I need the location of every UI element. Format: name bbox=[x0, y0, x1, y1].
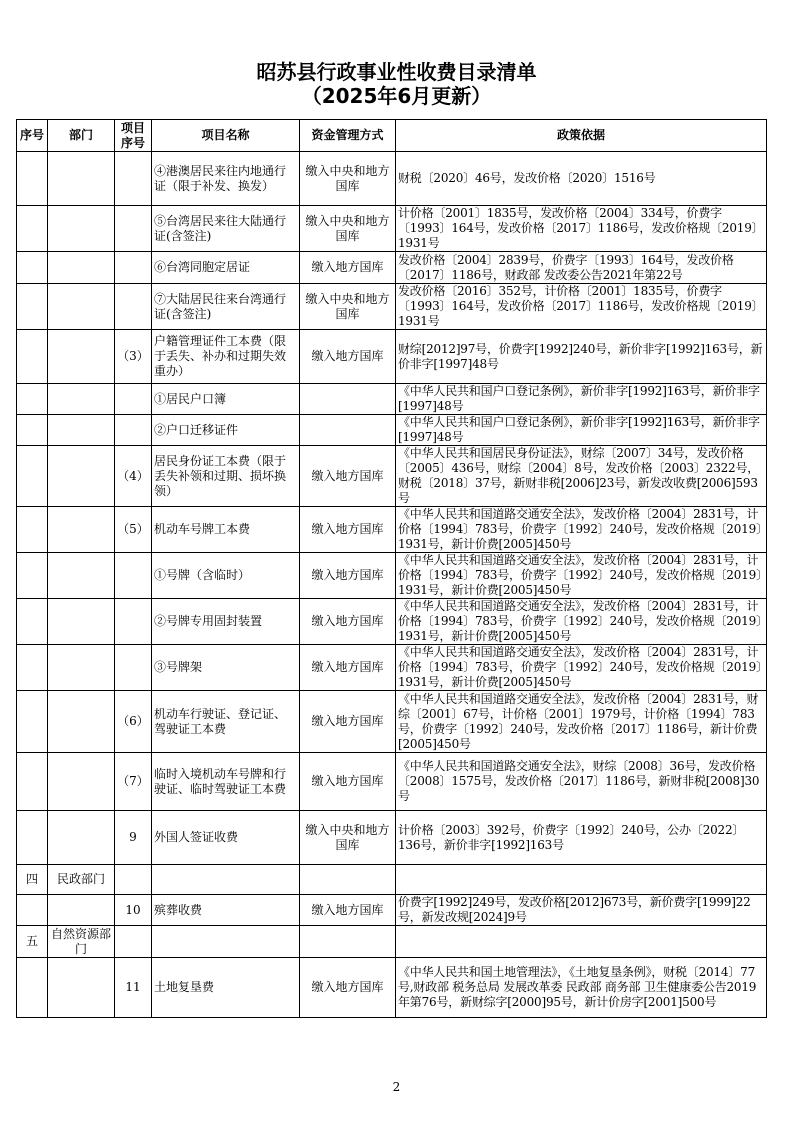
document-subtitle: （2025年6月更新） bbox=[301, 84, 492, 108]
cell-fund-mgmt: 缴入地方国库 bbox=[300, 895, 396, 926]
cell-item-name: ④港澳居民来往内地通行证（限于补发、换发） bbox=[152, 152, 300, 206]
cell-item-name: 殡葬收费 bbox=[152, 895, 300, 926]
cell-dept: 民政部门 bbox=[48, 865, 115, 895]
cell-seq bbox=[17, 152, 48, 206]
table-row bbox=[17, 330, 767, 384]
cell-dept bbox=[48, 599, 115, 645]
cell-dept bbox=[48, 553, 115, 599]
header-fund-mgmt: 资金管理方式 bbox=[300, 120, 396, 152]
cell-fund-mgmt: 缴入地方国库 bbox=[300, 252, 396, 284]
cell-policy: 《中华人民共和国道路交通安全法》，发改价格〔2004〕2831号，计价格〔1994〕783号，价费字〔1992〕240号，发改价格规〔2019〕1931号，新计价费[2005]450号 bbox=[396, 599, 767, 645]
table-row bbox=[17, 811, 767, 865]
table-row bbox=[17, 284, 767, 330]
cell-fund-mgmt: 缴入地方国库 bbox=[300, 599, 396, 645]
cell-item-name: ①号牌（含临时） bbox=[152, 553, 300, 599]
table-row bbox=[17, 865, 767, 895]
cell-policy: 财税〔2020〕46号，发改价格〔2020〕1516号 bbox=[396, 152, 767, 206]
cell-item-seq: （5） bbox=[115, 507, 152, 553]
cell-policy bbox=[396, 865, 767, 895]
cell-policy: 《中华人民共和国土地管理法》，《土地复垦条例》，财税〔2014〕77号,财政部 税务总局 发展改革委 民政部 商务部 卫生健康委公告2019年第76号，新财综字[2000]95号，新计价房字[2001]500号 bbox=[396, 958, 767, 1018]
cell-item-name: 机动车号牌工本费 bbox=[152, 507, 300, 553]
cell-item-name: ⑦大陆居民往来台湾通行证(含签注) bbox=[152, 284, 300, 330]
cell-policy: 《中华人民共和国道路交通安全法》，财综〔2008〕36号，发改价格〔2008〕1575号，发改价格〔2017〕1186号，新财非税[2008]30号 bbox=[396, 753, 767, 811]
table-row bbox=[17, 252, 767, 284]
cell-item-seq bbox=[115, 284, 152, 330]
cell-dept bbox=[48, 284, 115, 330]
table-row bbox=[17, 507, 767, 553]
cell-dept bbox=[48, 958, 115, 1018]
header-seq: 序号 bbox=[17, 120, 48, 152]
header-policy: 政策依据 bbox=[396, 120, 767, 152]
cell-seq: 四 bbox=[17, 865, 48, 895]
cell-dept bbox=[48, 691, 115, 753]
page-number: 2 bbox=[392, 1080, 401, 1094]
cell-item-seq bbox=[115, 926, 152, 958]
cell-item-seq bbox=[115, 599, 152, 645]
cell-seq: 五 bbox=[17, 926, 48, 958]
cell-dept bbox=[48, 415, 115, 446]
cell-seq bbox=[17, 895, 48, 926]
cell-seq bbox=[17, 507, 48, 553]
header-item-seq: 项目序号 bbox=[115, 120, 152, 152]
cell-seq bbox=[17, 384, 48, 415]
cell-seq bbox=[17, 330, 48, 384]
cell-item-seq: 9 bbox=[115, 811, 152, 865]
cell-item-seq: 11 bbox=[115, 958, 152, 1018]
cell-fund-mgmt: 缴入地方国库 bbox=[300, 753, 396, 811]
cell-policy: 财综[2012]97号，价费字[1992]240号，新价非字[1992]163号，新价非字[1997]48号 bbox=[396, 330, 767, 384]
table-row bbox=[17, 691, 767, 753]
table-row bbox=[17, 926, 767, 958]
cell-fund-mgmt: 缴入地方国库 bbox=[300, 330, 396, 384]
table-row bbox=[17, 446, 767, 507]
cell-fund-mgmt: 缴入地方国库 bbox=[300, 507, 396, 553]
table-row bbox=[17, 753, 767, 811]
cell-seq bbox=[17, 599, 48, 645]
table-row bbox=[17, 958, 767, 1018]
cell-policy: 《中华人民共和国户口登记条例》，新价非字[1992]163号，新价非字[1997]48号 bbox=[396, 415, 767, 446]
cell-dept bbox=[48, 152, 115, 206]
table-row bbox=[17, 895, 767, 926]
document-title: 昭苏县行政事业性收费目录清单 bbox=[256, 60, 537, 84]
cell-fund-mgmt: 缴入地方国库 bbox=[300, 553, 396, 599]
cell-dept: 自然资源部门 bbox=[48, 926, 115, 958]
cell-item-name: 外国人签证收费 bbox=[152, 811, 300, 865]
cell-item-name: 居民身份证工本费（限于丢失补领和过期、损坏换领） bbox=[152, 446, 300, 507]
cell-item-name: 土地复垦费 bbox=[152, 958, 300, 1018]
cell-fund-mgmt: 缴入地方国库 bbox=[300, 446, 396, 507]
cell-fund-mgmt bbox=[300, 415, 396, 446]
table-header-row bbox=[17, 120, 767, 152]
cell-policy: 计价格〔2003〕392号，价费字〔1992〕240号，公办〔2022〕136号，新价非字[1992]163号 bbox=[396, 811, 767, 865]
cell-policy: 发改价格〔2016〕352号，计价格〔2001〕1835号，价费字〔1993〕164号，发改价格〔2017〕1186号，发改价格规〔2019〕1931号 bbox=[396, 284, 767, 330]
cell-item-name: 户籍管理证件工本费（限于丢失、补办和过期失效重办） bbox=[152, 330, 300, 384]
cell-item-name: ①居民户口簿 bbox=[152, 384, 300, 415]
cell-fund-mgmt: 缴入地方国库 bbox=[300, 645, 396, 691]
cell-item-seq bbox=[115, 865, 152, 895]
cell-item-seq bbox=[115, 415, 152, 446]
cell-policy: 价费字[1992]249号，发改价格[2012]673号，新价费字[1999]22号，新发改规[2024]9号 bbox=[396, 895, 767, 926]
cell-seq bbox=[17, 753, 48, 811]
table-row bbox=[17, 645, 767, 691]
cell-dept bbox=[48, 895, 115, 926]
cell-dept bbox=[48, 384, 115, 415]
table-row bbox=[17, 206, 767, 252]
table-row bbox=[17, 415, 767, 446]
cell-item-name: 机动车行驶证、登记证、驾驶证工本费 bbox=[152, 691, 300, 753]
table-row bbox=[17, 384, 767, 415]
cell-fund-mgmt: 缴入地方国库 bbox=[300, 691, 396, 753]
cell-policy: 计价格〔2001〕1835号，发改价格〔2004〕334号，价费字〔1993〕164号，发改价格〔2017〕1186号，发改价格规〔2019〕1931号 bbox=[396, 206, 767, 252]
cell-fund-mgmt bbox=[300, 926, 396, 958]
cell-policy: 《中华人民共和国道路交通安全法》，发改价格〔2004〕2831号，计价格〔1994〕783号，价费字〔1992〕240号，发改价格规〔2019〕1931号，新计价费[2005]450号 bbox=[396, 645, 767, 691]
cell-seq bbox=[17, 645, 48, 691]
cell-item-name: ②户口迁移证件 bbox=[152, 415, 300, 446]
table-row bbox=[17, 599, 767, 645]
cell-item-name: 临时入境机动车号牌和行驶证、临时驾驶证工本费 bbox=[152, 753, 300, 811]
cell-policy: 发改价格〔2004〕2839号，价费字〔1993〕164号，发改价格〔2017〕1186号，财政部 发改委公告2021年第22号 bbox=[396, 252, 767, 284]
cell-item-name: ⑤台湾居民来往大陆通行证(含签注) bbox=[152, 206, 300, 252]
cell-item-seq: （4） bbox=[115, 446, 152, 507]
cell-seq bbox=[17, 415, 48, 446]
cell-item-seq: （7） bbox=[115, 753, 152, 811]
cell-seq bbox=[17, 252, 48, 284]
cell-policy: 《中华人民共和国居民身份证法》，财综〔2007〕34号，发改价格〔2005〕436号，财综〔2004〕8号，发改价格〔2003〕2322号，财税〔2018〕37号，新财非税[2006]23号，新发改收费[2006]593号 bbox=[396, 446, 767, 507]
cell-dept bbox=[48, 446, 115, 507]
cell-fund-mgmt bbox=[300, 865, 396, 895]
cell-item-seq bbox=[115, 152, 152, 206]
cell-item-name: ③号牌架 bbox=[152, 645, 300, 691]
cell-fund-mgmt: 缴入中央和地方国库 bbox=[300, 152, 396, 206]
cell-item-name: ②号牌专用固封装置 bbox=[152, 599, 300, 645]
cell-seq bbox=[17, 284, 48, 330]
cell-fund-mgmt: 缴入地方国库 bbox=[300, 958, 396, 1018]
cell-item-name bbox=[152, 926, 300, 958]
cell-dept bbox=[48, 645, 115, 691]
cell-item-seq bbox=[115, 252, 152, 284]
cell-seq bbox=[17, 553, 48, 599]
fee-catalog-table bbox=[16, 119, 767, 1018]
cell-policy: 《中华人民共和国道路交通安全法》，发改价格〔2004〕2831号，计价格〔1994〕783号，价费字〔1992〕240号，发改价格规〔2019〕1931号，新计价费[2005]450号 bbox=[396, 553, 767, 599]
cell-dept bbox=[48, 206, 115, 252]
cell-item-seq bbox=[115, 645, 152, 691]
cell-fund-mgmt: 缴入中央和地方国库 bbox=[300, 284, 396, 330]
cell-dept bbox=[48, 252, 115, 284]
cell-item-seq bbox=[115, 384, 152, 415]
cell-item-seq bbox=[115, 553, 152, 599]
cell-policy: 《中华人民共和国道路交通安全法》，发改价格〔2004〕2831号，计价格〔1994〕783号，价费字〔1992〕240号，发改价格规〔2019〕1931号，新计价费[2005]450号 bbox=[396, 507, 767, 553]
cell-seq bbox=[17, 958, 48, 1018]
cell-item-seq: 10 bbox=[115, 895, 152, 926]
cell-policy: 《中华人民共和国道路交通安全法》，发改价格〔2004〕2831号，财综〔2001〕67号，计价格〔2001〕1979号，计价格〔1994〕783号，价费字〔1992〕240号，发改价格〔2017〕1186号，新计价费[2005]450号 bbox=[396, 691, 767, 753]
cell-seq bbox=[17, 446, 48, 507]
cell-item-name: ⑥台湾同胞定居证 bbox=[152, 252, 300, 284]
cell-seq bbox=[17, 691, 48, 753]
cell-seq bbox=[17, 811, 48, 865]
cell-policy: 《中华人民共和国户口登记条例》，新价非字[1992]163号，新价非字[1997]48号 bbox=[396, 384, 767, 415]
cell-item-seq: （3） bbox=[115, 330, 152, 384]
header-dept: 部门 bbox=[48, 120, 115, 152]
cell-fund-mgmt bbox=[300, 384, 396, 415]
cell-fund-mgmt: 缴入中央和地方国库 bbox=[300, 811, 396, 865]
cell-item-seq: （6） bbox=[115, 691, 152, 753]
cell-fund-mgmt: 缴入中央和地方国库 bbox=[300, 206, 396, 252]
cell-dept bbox=[48, 507, 115, 553]
table-row bbox=[17, 152, 767, 206]
cell-dept bbox=[48, 753, 115, 811]
cell-item-seq bbox=[115, 206, 152, 252]
table-row bbox=[17, 553, 767, 599]
cell-policy bbox=[396, 926, 767, 958]
header-item-name: 项目名称 bbox=[152, 120, 300, 152]
cell-item-name bbox=[152, 865, 300, 895]
cell-dept bbox=[48, 811, 115, 865]
cell-dept bbox=[48, 330, 115, 384]
cell-seq bbox=[17, 206, 48, 252]
